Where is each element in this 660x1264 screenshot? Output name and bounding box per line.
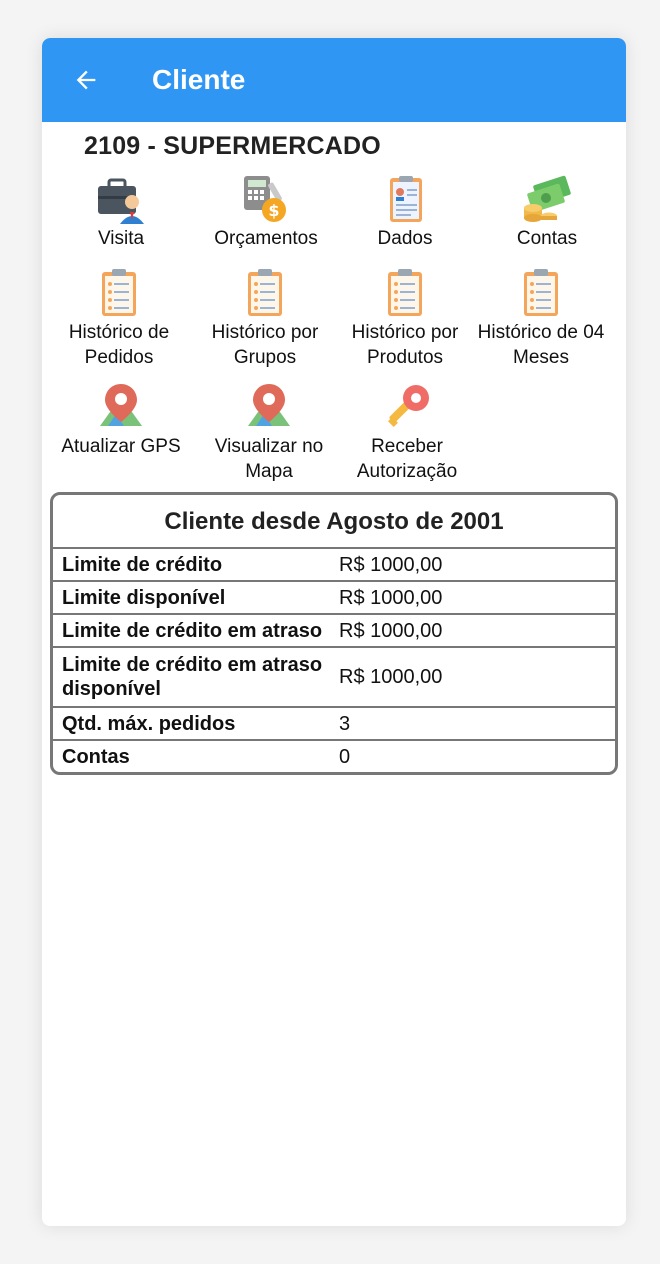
table-row [53,549,615,582]
arrow-left-icon [72,66,100,94]
back-button[interactable] [66,60,106,100]
historico-produtos-label: Histórico por Produtos [351,322,459,368]
atualizar-gps-label: Atualizar GPS [61,436,181,457]
clipboard-list-icon [516,266,566,320]
visualizar-mapa-button[interactable] [196,382,342,484]
calculator-money-icon [239,172,293,226]
orcamentos-button[interactable] [193,172,339,251]
row-value: R$ 1000,00 [339,619,443,642]
map-pin-icon [94,382,148,434]
row-label: Limite de crédito [62,553,223,576]
clipboard-list-icon [240,266,290,320]
row-value: R$ 1000,00 [339,666,443,688]
table-row [53,741,615,772]
page-title: Cliente [152,64,246,95]
dados-label: Dados [377,228,433,249]
visita-button[interactable] [48,172,194,251]
screen-card [42,38,626,1226]
row-value: R$ 1000,00 [339,553,443,576]
row-label: Limite de crédito em atraso disponível [62,654,323,700]
row-value: 3 [339,712,351,735]
app-bar [42,38,626,122]
historico-pedidos-button[interactable] [46,266,192,370]
historico-grupos-label: Histórico por Grupos [211,322,319,368]
contas-button[interactable] [474,172,620,251]
receber-autorizacao-button[interactable] [334,382,480,484]
table-row [53,582,615,615]
dados-button[interactable] [332,172,478,251]
row-value: R$ 1000,00 [339,586,443,609]
historico-grupos-button[interactable] [192,266,338,370]
historico-produtos-button[interactable] [332,266,478,370]
key-icon [380,382,434,434]
clipboard-list-icon [380,266,430,320]
table-row [53,615,615,648]
clipboard-list-icon [94,266,144,320]
table-row [53,648,615,708]
money-coins-icon [519,172,575,226]
map-pin-icon [242,382,296,434]
row-label: Qtd. máx. pedidos [62,712,236,735]
historico-04-meses-button[interactable] [468,266,614,370]
row-label: Limite disponível [62,586,226,609]
row-value: 0 [339,745,351,768]
visita-label: Visita [97,228,145,249]
historico-04-meses-label: Histórico de 04 Meses [477,322,605,368]
client-since-title: Cliente desde Agosto de 2001 [53,495,615,549]
client-info-table [50,492,618,775]
visualizar-mapa-label: Visualizar no Mapa [214,436,324,482]
orcamentos-label: Orçamentos [214,228,318,249]
contas-label: Contas [516,228,578,249]
receber-autorizacao-label: Receber Autorização [356,436,458,482]
svg-text:$: $ [268,201,280,220]
client-name: 2109 - SUPERMERCADO [84,132,381,160]
table-row [53,708,615,741]
briefcase-person-icon [94,172,148,226]
profile-card-icon [378,172,432,226]
row-label: Contas [62,745,130,768]
row-label: Limite de crédito em atraso [62,619,323,642]
atualizar-gps-button[interactable] [48,382,194,459]
historico-pedidos-label: Histórico de Pedidos [68,322,170,368]
